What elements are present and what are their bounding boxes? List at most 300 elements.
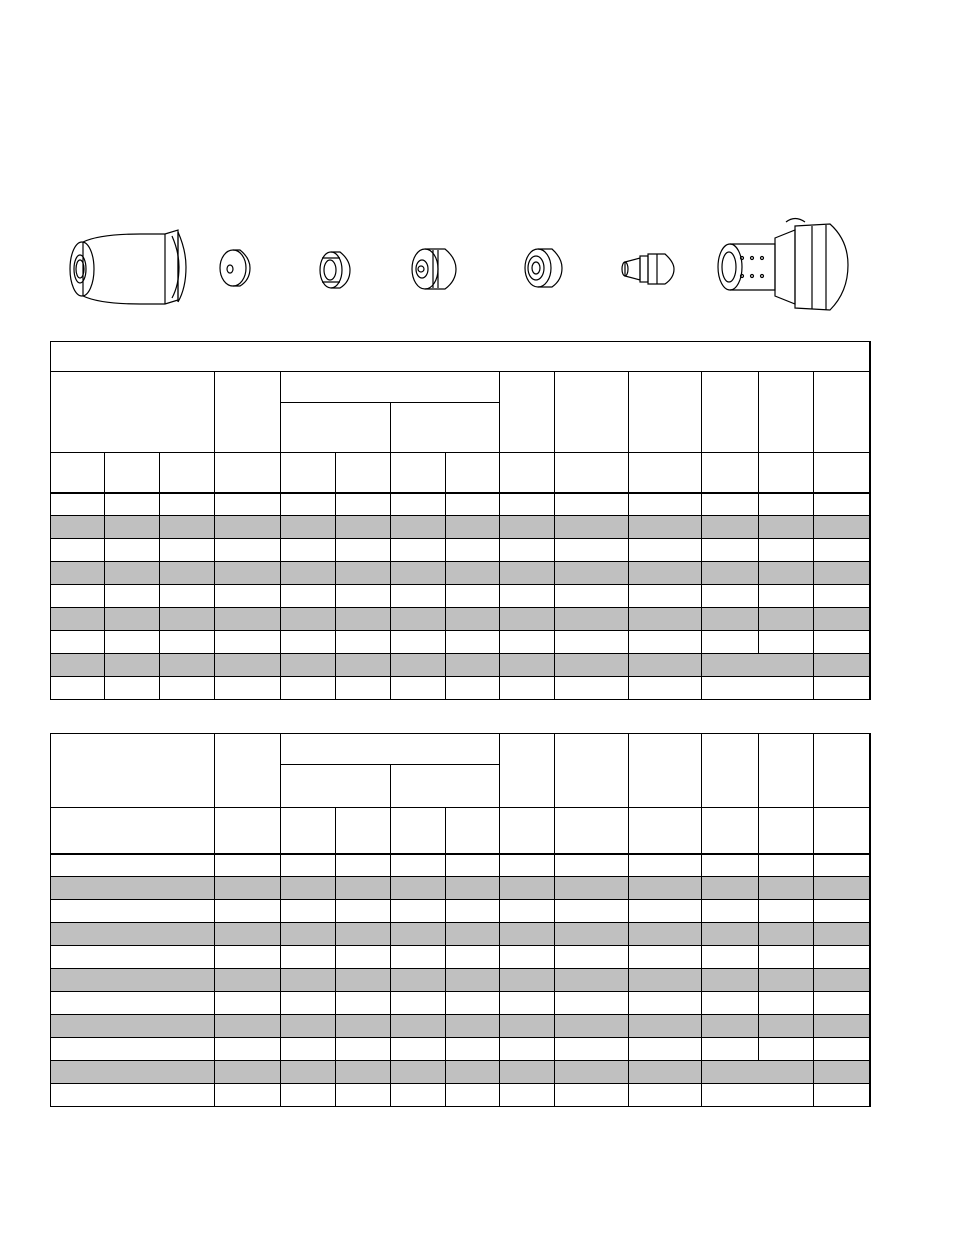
retaining-cap-icon [320,252,350,288]
table-cell [215,516,281,539]
table-cell [391,969,446,992]
table-cell [215,969,281,992]
header-cell [281,403,391,453]
table-cell [281,900,336,923]
table-cell [500,946,555,969]
table-cell [555,992,629,1015]
table-cell [51,608,105,631]
table-cell [281,562,336,585]
table-cell [336,1084,391,1107]
table-cell [629,854,702,877]
table-cell [51,1061,215,1084]
cut-chart-table-2 [50,733,871,1107]
header-cell [215,734,281,808]
table-cell [500,1038,555,1061]
table-title-cell [51,342,870,372]
table-cell [160,654,215,677]
table-cell [51,516,105,539]
header-cell [629,734,702,808]
table-cell [391,946,446,969]
table-row [51,654,870,677]
table-cell [391,493,446,516]
torch-body-icon [718,219,848,311]
table-cell [51,1038,215,1061]
table-cell [702,969,759,992]
table-cell [702,900,759,923]
table-cell [446,946,500,969]
header-cell [500,734,555,808]
header-row [51,734,870,765]
table-row [51,923,870,946]
shield-icon [70,230,186,304]
table-cell [814,631,870,654]
header-cell [281,734,500,765]
table-cell [281,1061,336,1084]
table-cell [629,677,702,700]
table-cell [702,877,759,900]
table-cell [446,877,500,900]
table-cell [160,493,215,516]
table-cell [391,654,446,677]
table-cell [105,493,160,516]
nozzle-icon [412,249,456,289]
table-cell [500,654,555,677]
table-cell [391,923,446,946]
table-cell [629,539,702,562]
table-cell [446,1015,500,1038]
table-cell [281,608,336,631]
table-cell [215,1038,281,1061]
table-cell [51,677,105,700]
table-cell [51,654,105,677]
table-cell [281,1038,336,1061]
table-cell [814,1038,870,1061]
table-cell [446,992,500,1015]
table-cell [555,1038,629,1061]
table-cell [391,992,446,1015]
table-cell [446,453,500,493]
table-cell [759,946,814,969]
table-cell [215,877,281,900]
table-cell [281,946,336,969]
table-cell [215,493,281,516]
table-row [51,585,870,608]
table-cell [336,992,391,1015]
table-cell [555,877,629,900]
table-cell [51,854,215,877]
table-row [51,677,870,700]
table-cell [336,585,391,608]
table-cell [555,631,629,654]
table-row [51,992,870,1015]
table-cell [446,562,500,585]
table-cell [500,1084,555,1107]
table-row [51,1084,870,1107]
table-cell [629,1015,702,1038]
table-cell [105,562,160,585]
table-row [51,1015,870,1038]
table-cell [629,923,702,946]
table-cell [814,1015,870,1038]
table-cell [51,631,105,654]
table-cell [555,585,629,608]
header-cell [215,372,281,453]
table-cell [702,654,814,677]
table-row [51,631,870,654]
table-cell [281,677,336,700]
table-cell [702,1084,814,1107]
table-cell [759,923,814,946]
header-cell [814,734,870,808]
table-cell [160,608,215,631]
table-cell [51,946,215,969]
table-cell [702,1038,759,1061]
table-cell [391,562,446,585]
cut-chart-table-1 [50,341,871,700]
table-cell [391,453,446,493]
header-cell [702,372,759,453]
header-cell [555,372,629,453]
table-cell [814,946,870,969]
table-cell [105,453,160,493]
table-cell [336,1015,391,1038]
table-cell [51,992,215,1015]
table-cell [281,854,336,877]
table-cell [759,808,814,854]
table-cell [500,1015,555,1038]
table-cell [391,808,446,854]
table-cell [814,877,870,900]
table-cell [814,969,870,992]
header-row [51,453,870,493]
table-cell [281,877,336,900]
table-cell [759,453,814,493]
table-row [51,539,870,562]
table-cell [281,516,336,539]
table-cell [500,808,555,854]
table-cell [215,1084,281,1107]
table-cell [500,677,555,700]
table-cell [446,969,500,992]
table-row [51,946,870,969]
table-cell [446,1061,500,1084]
table-cell [336,1038,391,1061]
table-cell [629,900,702,923]
table-cell [391,1015,446,1038]
table-cell [51,585,105,608]
table-cell [702,992,759,1015]
table-cell [814,677,870,700]
table-cell [629,516,702,539]
table-cell [51,539,105,562]
table-cell [281,654,336,677]
table-cell [555,516,629,539]
table-cell [281,1084,336,1107]
table-cell [814,516,870,539]
table-cell [336,923,391,946]
table-cell [555,562,629,585]
table-cell [702,923,759,946]
table-cell [555,1015,629,1038]
table-cell [702,1061,814,1084]
table-cell [281,493,336,516]
table-cell [500,1061,555,1084]
table-cell [281,969,336,992]
table-cell [51,1084,215,1107]
table-cell [814,562,870,585]
table-cell [391,1038,446,1061]
table-cell [281,1015,336,1038]
table-cell [759,516,814,539]
table-cell [51,1015,215,1038]
table-cell [500,854,555,877]
table-cell [629,808,702,854]
table-cell [105,631,160,654]
header-cell [814,372,870,453]
table-row [51,969,870,992]
header-row [51,808,870,854]
table-cell [446,808,500,854]
table-cell [814,808,870,854]
header-cell [51,372,215,453]
table-cell [336,493,391,516]
table-cell [629,585,702,608]
table-cell [446,585,500,608]
table-cell [814,608,870,631]
header-cell [391,765,500,808]
table-cell [281,453,336,493]
table-cell [555,1084,629,1107]
table-cell [336,946,391,969]
table-cell [281,808,336,854]
table-cell [336,808,391,854]
table-cell [629,562,702,585]
header-cell [702,734,759,808]
table-cell [629,877,702,900]
table-cell [629,1084,702,1107]
shield-cap-icon [220,250,250,286]
table-cell [215,539,281,562]
table-cell [51,808,215,854]
header-cell [759,734,814,808]
table-cell [814,923,870,946]
table-cell [814,1061,870,1084]
table-cell [281,992,336,1015]
table-cell [629,631,702,654]
table-cell [391,539,446,562]
table-cell [336,453,391,493]
table-cell [160,631,215,654]
table-cell [215,923,281,946]
table-cell [555,969,629,992]
table-cell [160,562,215,585]
table-cell [555,923,629,946]
table-cell [702,854,759,877]
table-cell [759,1038,814,1061]
table-cell [336,631,391,654]
table-row [51,608,870,631]
table-cell [759,539,814,562]
table-cell [629,608,702,631]
table-cell [281,631,336,654]
table-cell [555,654,629,677]
header-cell [281,765,391,808]
table-cell [51,562,105,585]
table-cell [336,562,391,585]
table-cell [702,946,759,969]
table-cell [702,539,759,562]
table-cell [281,923,336,946]
table-cell [500,453,555,493]
table-cell [702,493,759,516]
table-cell [814,539,870,562]
table-cell [814,1084,870,1107]
table-cell [105,539,160,562]
table-cell [391,900,446,923]
table-cell [215,854,281,877]
table-cell [281,585,336,608]
table-cell [500,992,555,1015]
table-cell [446,677,500,700]
table-cell [555,539,629,562]
table-cell [391,1084,446,1107]
table-cell [336,654,391,677]
table-cell [814,453,870,493]
table-cell [759,631,814,654]
table-cell [555,1061,629,1084]
table-cell [702,808,759,854]
table-cell [391,854,446,877]
table-cell [555,608,629,631]
table-cell [215,654,281,677]
table-cell [446,516,500,539]
table-cell [702,631,759,654]
table-cell [500,539,555,562]
header-cell [391,403,500,453]
header-cell [759,372,814,453]
table-cell [500,608,555,631]
table-row [51,1061,870,1084]
table-cell [215,608,281,631]
table-cell [500,923,555,946]
table-cell [446,654,500,677]
table-cell [336,677,391,700]
table-cell [555,453,629,493]
table-cell [446,1084,500,1107]
table-cell [814,854,870,877]
table-cell [629,1038,702,1061]
table-cell [215,808,281,854]
table-cell [160,677,215,700]
table-cell [759,969,814,992]
table-cell [336,900,391,923]
table-cell [391,1061,446,1084]
table-row [51,493,870,516]
table-cell [759,585,814,608]
table-cell [759,877,814,900]
table-cell [759,493,814,516]
table-cell [51,877,215,900]
header-cell [281,372,500,403]
table-cell [215,900,281,923]
table-cell [160,539,215,562]
table-cell [702,585,759,608]
table-cell [336,608,391,631]
table-cell [336,969,391,992]
table-cell [814,493,870,516]
table-cell [446,1038,500,1061]
table-cell [500,969,555,992]
table-cell [51,900,215,923]
table-cell [215,453,281,493]
table-cell [500,631,555,654]
electrode-icon [622,254,674,284]
table-cell [105,516,160,539]
table-cell [500,585,555,608]
table-cell [759,1015,814,1038]
table-cell [759,900,814,923]
table-cell [391,677,446,700]
table-cell [500,900,555,923]
table-cell [500,877,555,900]
table-cell [336,539,391,562]
table-cell [702,516,759,539]
table-cell [446,493,500,516]
consumable-parts-illustration [0,0,954,340]
table-cell [555,808,629,854]
header-cell [500,372,555,453]
table-cell [702,562,759,585]
table-cell [391,877,446,900]
header-cell [629,372,702,453]
table-cell [391,631,446,654]
table-cell [555,854,629,877]
table-cell [160,453,215,493]
table-cell [702,453,759,493]
table-cell [759,992,814,1015]
table-cell [446,608,500,631]
table-cell [814,585,870,608]
table-cell [629,969,702,992]
table-cell [215,1015,281,1038]
swirl-ring-icon [525,249,562,287]
table-cell [215,585,281,608]
table-cell [500,493,555,516]
table-cell [51,969,215,992]
table-cell [215,677,281,700]
table-cell [215,1061,281,1084]
table-row [51,562,870,585]
table-cell [105,585,160,608]
header-cell [51,734,215,808]
table-cell [759,854,814,877]
table-cell [446,539,500,562]
table-cell [629,1061,702,1084]
table-cell [336,877,391,900]
table-cell [215,946,281,969]
table-cell [759,608,814,631]
table-cell [446,631,500,654]
header-row [51,372,870,403]
table-cell [105,608,160,631]
table-cell [160,585,215,608]
table-title-row [51,342,870,372]
table-cell [702,1015,759,1038]
table-cell [629,654,702,677]
table-cell [629,453,702,493]
table-cell [555,900,629,923]
table-cell [702,677,814,700]
